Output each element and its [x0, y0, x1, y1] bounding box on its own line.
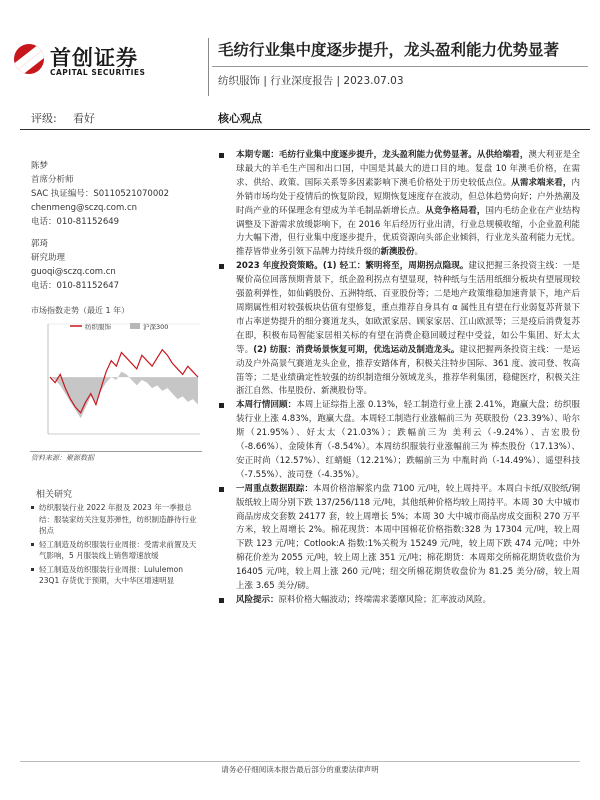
analyst-name: 陈梦 — [31, 161, 49, 171]
related-item[interactable]: 轻工制造及纺织服装行业周报：受需求前置及天气影响，5 月服装线上销售增速放缓 — [31, 539, 203, 562]
bullet-risk — [218, 594, 580, 608]
footer-disclaimer: 请务必仔细阅读本报告最后部分的重要法律声明 — [221, 765, 379, 774]
analyst-name: 郭琦 — [31, 239, 49, 249]
title-underline — [212, 66, 588, 67]
bullet-icon — [219, 153, 224, 158]
report-title: 毛纺行业集中度逐步提升，龙头盈利能力优势显著 — [218, 41, 560, 59]
analyst-role: 研究助理 — [31, 253, 66, 263]
bullet-text: 本周上证综指上涨 0.13%，轻工制造行业上涨 2.41%，跑赢大盘；纺织服装行业上涨 4.83%，跑赢大盘。本周轻工制造行业涨幅前三为 英联股份（23.39%）、哈尔斯（21.95%）、好太太（21.03%）；跌幅前三为 美利云（-9.24%）、吉宏股份（-8.66%）、金陵体育（-8.54%）。本周纺织服装行业涨幅前三为 棒杰股份（17.13%）、安正时尚（12.57%）、红蜻蜓（12.21%）；跌幅前三为 中胤时尚（-14.49%）、遥望科技（-7.55%）、波司登（-4.35%）。 — [236, 400, 580, 480]
rating-label: 评级: — [31, 112, 57, 125]
logo-icon — [14, 44, 44, 74]
related-research-list — [31, 502, 203, 589]
bullet-head: 风险提示： — [236, 595, 279, 605]
bullet-bold: 从需求端来看， — [511, 177, 572, 188]
bullet-icon — [219, 403, 224, 408]
analyst-email[interactable]: chenmeng@sczq.com.cn — [31, 203, 138, 213]
bullet-icon — [219, 264, 224, 269]
bullet-head: 一周重点数据跟踪： — [236, 483, 314, 494]
bullet-text: 澳大利亚是全球最大的羊毛生产国和出口国，中国是其最大的进口目的地。复盘 10 年澳毛价格，在需求、供给、政策、国际关系等多因素影响下澳毛价格处于历史较低点位。 — [236, 150, 580, 188]
bullet-text: 原料价格大幅波动；终端需求萎靡风险；汇率波动风险。 — [278, 595, 492, 605]
core-views-heading: 核心观点 — [218, 112, 262, 125]
bullet-bold: (2) 纺服：消费场景恢复可期，优选运动及制造龙头。 — [253, 344, 460, 355]
bullet-head: 本期专题： — [236, 150, 280, 160]
bullet-topic: 本期专题：毛纺行业集中度逐步提升，龙头盈利能力优势显著。从供给端看，澳大利亚是全球最大的羊毛生产国和出口国，中国是其最大的进口目的地。复盘 10 年澳毛价格，在需求、供给、政策、国际关系等多因素影响下澳毛价格处于历史较低点位。从需求端来看，内外销市场均处于疫情后的恢复阶段，短期恢复速度存在波动，但总体趋势向好；户外热潮及时尚产业的环保理念有望成为羊毛制品新增长点。从竞争格局看，国内毛纺企业在产业结构调整及下游需求放缓影响下，在 2016 年后经历行业出清，行业总规模收缩，小企业盈利能力大幅下滑，但行业集中度逐步提升，优质资源向头部企业倾斜，行业龙头盈利能力无忧。推荐皆带业务引领下品牌力持续升级的新澳股份。 — [218, 149, 580, 260]
legend-label-a: 纺织服饰 — [85, 323, 111, 331]
bullet-bold: 毛纺行业集中度逐步提升，龙头盈利能力优势显著。从供给端看， — [279, 150, 529, 160]
bullet-strategy — [218, 260, 580, 399]
market-index-chart — [30, 316, 202, 451]
legend-swatch-b — [130, 323, 140, 329]
header-divider — [208, 38, 209, 96]
analyst-role: 首席分析师 — [31, 175, 74, 185]
bullet-bold: 新澳股份 — [380, 247, 415, 258]
bullet-head: 2023 年度投资策略。 — [236, 261, 323, 272]
bullet-bold: 从竞争格局看， — [425, 205, 486, 216]
report-subtitle: 纺织服饰 | 行业深度报告 | 2023.07.03 — [218, 75, 404, 87]
related-item[interactable]: 轻工制造及纺织服装行业周报：Lululemon 23Q1 存货优于预期，大中华区增速明显 — [31, 564, 203, 587]
bullet-text: 内外销市场均处于疫情后的恢复阶段，短期恢复速度存在波动，但总体趋势向好；户外热潮及时尚产业的环保理念有望成为羊毛制品新增长点。 — [236, 177, 580, 216]
bullet-icon — [219, 598, 224, 603]
bullet-text: 本周价格溶解浆内盘 7100 元/吨，较上周持平。本周白卡纸/双胶纸/铜版纸较上周分别下跌 137/256/118 元/吨，其他纸种价格均较上周持平。本周 30 大中城市商品房成交套数 24177 套，较上周增长 5%；本周 30 大中城市商品房成交面积 270 万平方米，较上周增长 2%。棉花现货：本周中国棉花价格指数:328 为 17304 元/吨，较上周下跌 123 元/吨；Cotlook:A 指数:1%关税为 15249 元/吨，较上周下跌 474 元/吨；中外棉花价差为 2055 元/吨，较上周上涨 351 元/吨；棉花期货：本周郑交所棉花期货收盘价为 16405 元/吨，较上周上涨 260 元/吨；纽交所棉花期货收盘价为 81.25 美分/磅，较上周上涨 3.65 美分/磅。 — [236, 483, 580, 592]
chart-bottom-rule — [30, 451, 202, 452]
analyst-phone: 电话：010-81152647 — [31, 281, 120, 291]
rating-value: 看好 — [73, 112, 95, 125]
footer-rule — [20, 761, 580, 762]
chart-svg — [30, 316, 202, 451]
analyst-phone: 电话：010-81152649 — [31, 217, 120, 227]
analyst-license: SAC 执证编号：S0110521070002 — [31, 189, 170, 199]
bullet-bold: (1) 轻工：繁明将至，周期拐点隐现。 — [322, 261, 469, 272]
bullet-text: 建议把握三条投资主线：一是聚价高位回落预期背景下，纸企盈利拐点有望显现，特种纸与生活用纸细分板块有望展现较强盈利弹性，如仙鹤股份、五洲特纸、百亚股份等；二是地产政策维稳加速背景下，地产后周期属性相对较强板块估值有望修复，重点推荐自身具有 α 属性且有望在行业弱复苏背景下市占率逆势提升的细分赛道龙头，如欧派家居、顾家家居、江山欧派等；三是疫后消费复苏在即，积极布局智能家居相关标的有望在消费企稳回暖过程中受益，如公牛集团、好太太等。 — [236, 261, 580, 355]
bullet-data-tracking — [218, 483, 580, 594]
core-views-body — [218, 149, 580, 608]
analyst-info — [31, 159, 201, 293]
related-research-title: 相关研究 — [36, 490, 73, 500]
chart-source: 资料来源：聚源数据 — [31, 454, 94, 462]
related-item[interactable]: 纺织服装行业 2022 年报及 2023 年一季报总结：服装家纺关注复苏弹性，纺织制造静待行业拐点 — [31, 502, 203, 537]
bullet-market-review — [218, 399, 580, 482]
chart-title: 市场指数走势（最近 1 年） — [31, 306, 130, 315]
section-divider — [20, 129, 590, 130]
logo-text-cn: 首创证券 — [50, 46, 138, 70]
bullet-text: 国内毛纺企业在产业结构调整及下游需求放缓影响下，在 2016 年后经历行业出清，行业总规模收缩，小企业盈利能力大幅下滑，但行业集中度逐步提升，优质资源向头部企业倾斜，行业龙头盈利能力无忧。推荐皆带业务引领下品牌力持续升级的 — [236, 205, 580, 258]
company-logo — [14, 44, 199, 78]
logo-text-en: CAPITAL SECURITIES — [50, 68, 146, 77]
bullet-icon — [219, 487, 224, 492]
analyst-email[interactable]: guoqi@sczq.com.cn — [31, 267, 116, 277]
bullet-head: 本周行情回顾： — [236, 400, 297, 411]
bullet-text: 建议把握两条投资主线：一是运动及户外高景气赛道龙头企业，推荐安踏体育，积极关注特步国际、361 度、波司登、牧高笛等；二是业绩确定性较强的纺织制造细分领域龙头，推荐华利集团，稳健医疗，积极关注浙江自然、伟星股份、新澳股份等。 — [236, 344, 580, 397]
legend-label-b: 沪深300 — [143, 323, 169, 331]
